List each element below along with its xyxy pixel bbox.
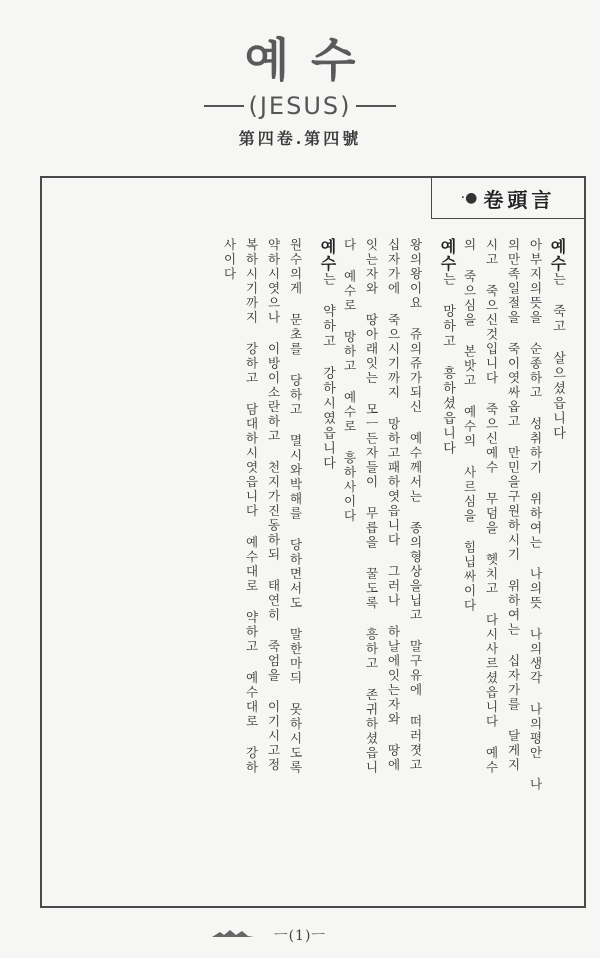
column-text: 는 망하고 흥하셨읍니다: [440, 272, 455, 456]
publication-subtitle-row: [0, 92, 600, 120]
text-column: [360, 238, 382, 878]
text-column: [436, 238, 458, 878]
text-column: [218, 238, 240, 878]
left-rule: [204, 105, 244, 107]
article-frame: [40, 176, 586, 908]
text-column: [404, 238, 426, 878]
text-column: [382, 238, 404, 878]
column-text: 는 약하고 강하시였읍니다: [320, 272, 335, 471]
column-text: 약하시엿으나 이방이소란하고 천지가진동하되 태연히 죽엄을 이기시고정: [266, 238, 281, 773]
text-column: [316, 238, 338, 878]
column-text: 다 예수로 망하고 예수로 흥하사이다: [342, 238, 357, 524]
text-column: [262, 238, 284, 878]
column-text: 의만족일절을 죽이엿싸옵고 만민을구원하시기 위하여는 십자가를 달게지: [506, 238, 521, 773]
text-column: [240, 238, 262, 878]
emphasis-word: 예수: [438, 238, 457, 272]
column-text: 십자가에 죽으시기까지 망하고패하엿읍니다 그러나 하날에잇는자와 땅에: [386, 238, 401, 773]
column-text: 복하시기까지 강하고 담대하시엿읍니다 예수대로 약하고 예수대로 강하: [244, 238, 259, 775]
text-column: [458, 238, 480, 878]
text-column: [338, 238, 360, 878]
emphasis-word: 예수: [548, 238, 567, 272]
text-column: [502, 238, 524, 878]
text-column: [480, 238, 502, 878]
article-body: [98, 238, 568, 888]
column-text: 잇는자와 땅아래잇는 모ㅡ든자들이 무릅을 꿀도록 흥하고 존귀하셨읍니: [364, 238, 379, 775]
emphasis-word: 예수: [318, 238, 337, 272]
right-rule: [356, 105, 396, 107]
text-column: [524, 238, 546, 878]
text-column: [546, 238, 568, 878]
publication-title: 예수: [244, 33, 378, 87]
page-number: ㅡ(1)ㅡ: [274, 928, 326, 944]
article-heading: 卷頭言: [483, 187, 556, 212]
text-column: [284, 238, 306, 878]
publication-subtitle: (JESUS): [248, 92, 352, 120]
column-text: 의 죽으심을 본밧고 예수의 사르심을 힘닙싸이다: [462, 238, 477, 613]
article-heading-tab: [431, 178, 584, 219]
bullet-icon: ·●: [460, 190, 478, 206]
masthead: [0, 30, 600, 149]
column-text: 아부지의뜻을 순종하고 성취하기 위하여는 나의뜻 나의생각 나의평안 나: [528, 238, 543, 792]
column-text: 사이다: [222, 238, 237, 282]
volume-issue: 第四卷.第四號: [238, 129, 362, 148]
column-text: 왕의왕이요 쥬의쥬가되신 예수께서는 종의형상을닙고 말구유에 떠러졋고: [408, 238, 423, 773]
column-text: 원수의게 문초를 당하고 멸시와박해를 당하면서도 말한마듸 못하시도록: [288, 238, 303, 775]
column-text: 시고 죽으신것입니다 죽으신예수 무덤을 헷치고 다시사르셨읍니다 예수: [484, 238, 499, 775]
column-text: 는 죽고 살으셨읍니다: [550, 272, 565, 441]
